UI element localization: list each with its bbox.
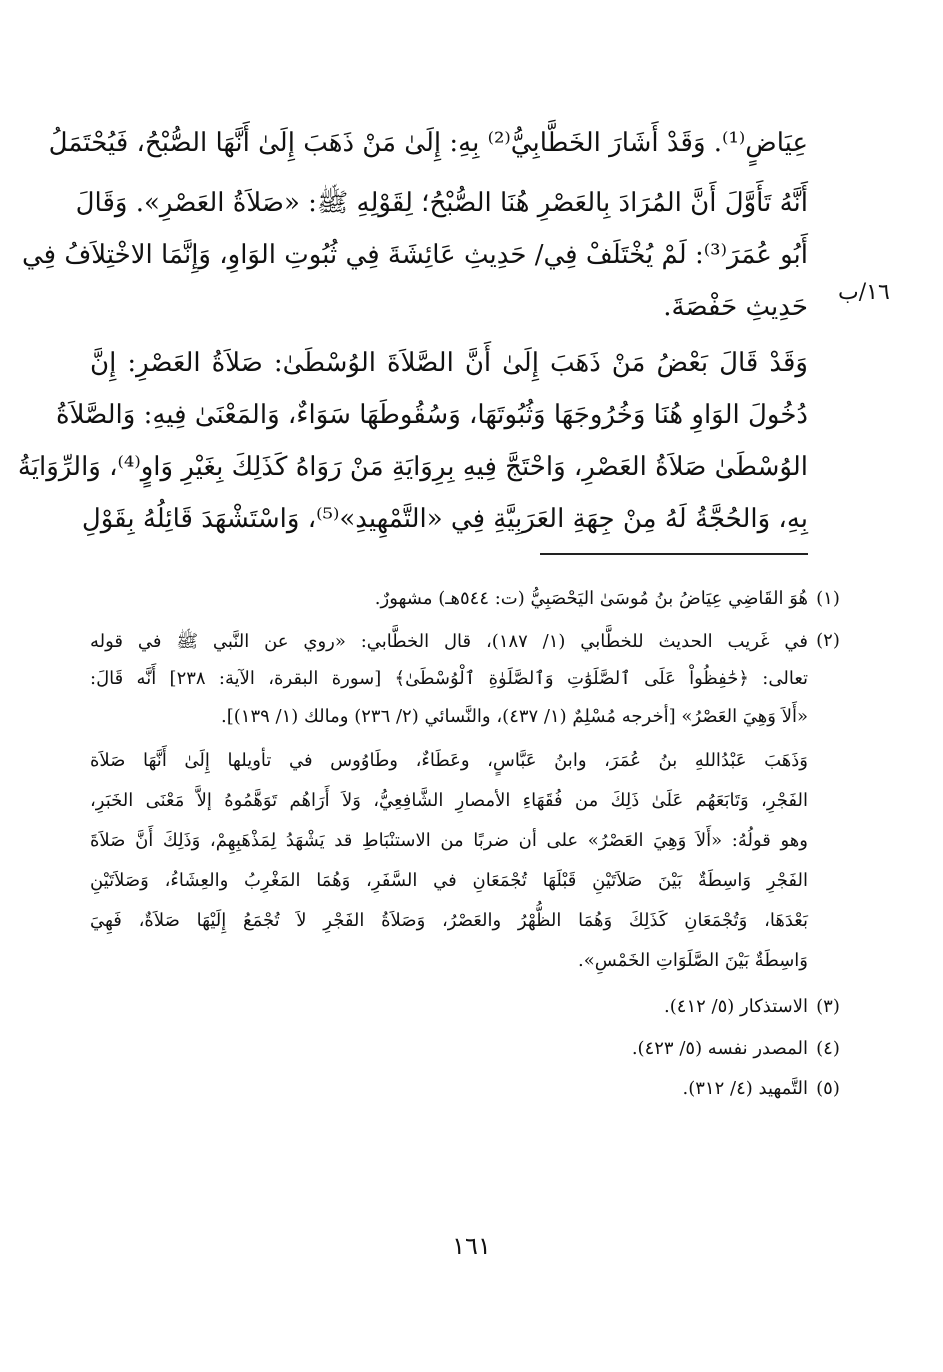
footnote-2-line-9: وَاسِطَةٌ بَيْنَ الصَّلَوَاتِ الخَمْسِ». [578, 950, 808, 971]
footnote-2-line-7: الفَجْرِ وَاسِطَةٌ بَيْنَ صَلاَتَيْنِ قَبْلَهَا تُجْمَعَانِ في السَّفَرِ، وَهُمَا المَغْرِبُ والعِشَاءُ، وَصَلاَتَيْنِ [90, 870, 808, 891]
footnote-5-number: (٥) [816, 1078, 840, 1099]
page-number: ١٦١ [452, 1232, 491, 1260]
body-line-8: بِهِ، وَالحُجَّةُ لَهُ مِنْ جِهَةِ العَرَبِيَّةِ فِي «التَّمْهِيدِ»⁽⁵⁾، وَاسْتَشْهَدَ قَائِلُهُ بِقَوْلِ [81, 504, 808, 534]
body-line-7: الوُسْطَىٰ صَلاَةُ العَصْرِ، وَاحْتَجَّ فِيهِ بِرِوَايَةِ مَنْ رَوَاهُ كَذَلِكَ بِغَيْرِ وَاوٍ⁽⁴⁾، وَالرِّوَايَةُ [17, 452, 808, 482]
footnote-4-line-1: المصدر نفسه (٥/ ٤٢٣). [631, 1038, 808, 1059]
footnote-5-line-1: التَّمهيد (٤/ ٣١٢). [682, 1078, 808, 1099]
footnote-2-line-2: تعالى: ﴿حَٰفِظُواْ عَلَى ٱلصَّلَوَٰتِ وَٱلصَّلَوٰةِ ٱلْوُسْطَىٰ﴾ [سورة البقرة، الآية: ٢٣٨] أَنَّه قَالَ: [90, 668, 809, 689]
footnote-1-number: (١) [816, 588, 840, 609]
footnote-separator [540, 553, 808, 555]
footnote-2-line-8: بَعْدَهَا، وَتُجْمَعَانِ كَذَلِكَ وَهُمَا الظُّهْرُ والعَصْرُ، وَصَلاَةُ الفَجْرِ لاَ تُجْمَعُ إِلَيْهَا صَلاَةٌ، فَهِيَ [90, 910, 808, 931]
footnote-2-line-5: الفَجْرِ، وَتَابَعَهُم عَلَىٰ ذَلِكَ من فُقَهَاءِ الأمصارِ الشَّافِعِيُّ، وَلاَ أَرَاهُم تَوَهَّمُوهُ إلاَّ مَعْنَى الخَبَرِ، [90, 790, 808, 811]
body-line-2: أَنَّهُ تَأَوَّلَ أَنَّ المُرَادَ بِالعَصْرِ هُنَا الصُّبْحُ؛ لِقَوْلِهِ ﷺ: «صَلاَةُ العَصْرِ». وَقَالَ [75, 188, 808, 218]
body-line-6: دُخُولَ الوَاوِ هُنَا وَخُرُوجَهَا وَثُبُوتَهَا، وَسُقُوطَهَا سَوَاءٌ، وَالمَعْنَىٰ فِيهِ: وَالصَّلاَةُ [55, 400, 808, 430]
footnote-2-line-6: وهو قولُهُ: «أَلاَ وَهِيَ العَصْرُ» على أن ضربًا من الاستنْبَاطِ قد يَشْهَدُ لِمَذْهَبِهِمْ، وَذَلِكَ أَنَّ صَلاَةَ [90, 830, 808, 851]
body-line-4: حَدِيثِ حَفْصَةَ. [663, 292, 808, 322]
footnote-4-number: (٤) [816, 1038, 840, 1059]
folio-margin-note: ١٦/ب [838, 280, 890, 305]
body-line-3: أَبُو عُمَرَ⁽³⁾: لَمْ يُخْتَلَفْ فِي/ حَدِيثِ عَائِشَةَ فِي ثُبُوتِ الوَاوِ، وَإِنَّمَا الاخْتِلاَفُ فِي [21, 240, 808, 270]
footnote-2-number: (٢) [816, 630, 840, 651]
footnote-2-line-4: وَذَهَبَ عَبْدُاللهِ بنُ عُمَرَ، وابنُ عَبَّاسٍ، وعَطَاءٌ، وطَاوُوس في تأويلها إِلَىٰ أَنَّهَا صَلاَة [90, 750, 808, 771]
footnote-1-line-1: هُوَ القَاضِي عِيَاضُ بنُ مُوسَىٰ اليَحْصَبِيُّ (ت: ٥٤٤هـ) مشهورٌ. [374, 588, 808, 609]
body-line-1: عِيَاضٍ⁽¹⁾. وَقَدْ أَشَارَ الخَطَّابِيُّ⁽²⁾ بِهِ: إِلَىٰ مَنْ ذَهَبَ إِلَىٰ أَنَّهَا الصُّبْحُ، فَيُحْتَمَلُ [48, 128, 808, 158]
body-line-5: وَقَدْ قَالَ بَعْضُ مَنْ ذَهَبَ إِلَىٰ أَنَّ الصَّلاَةَ الوُسْطَىٰ: صَلاَةُ العَصْرِ: إِنَّ [90, 348, 808, 378]
footnote-2-line-1: في غَريب الحديث للخطَّابي (١/ ١٨٧)، قال الخطَّابي: «روي عن النَّبي ﷺ في قوله [90, 631, 809, 652]
footnote-3-number: (٣) [816, 996, 840, 1017]
footnote-2-line-3: «أَلاَ وَهِيَ العَصْرُ» [أخرجه مُسْلِمٌ (١/ ٤٣٧)، والنَّسائي (٢/ ٢٣٦) ومالك (١/ ١٣٩)]. [221, 706, 808, 727]
footnote-3-line-1: الاستذكار (٥/ ٤١٢). [664, 996, 808, 1017]
